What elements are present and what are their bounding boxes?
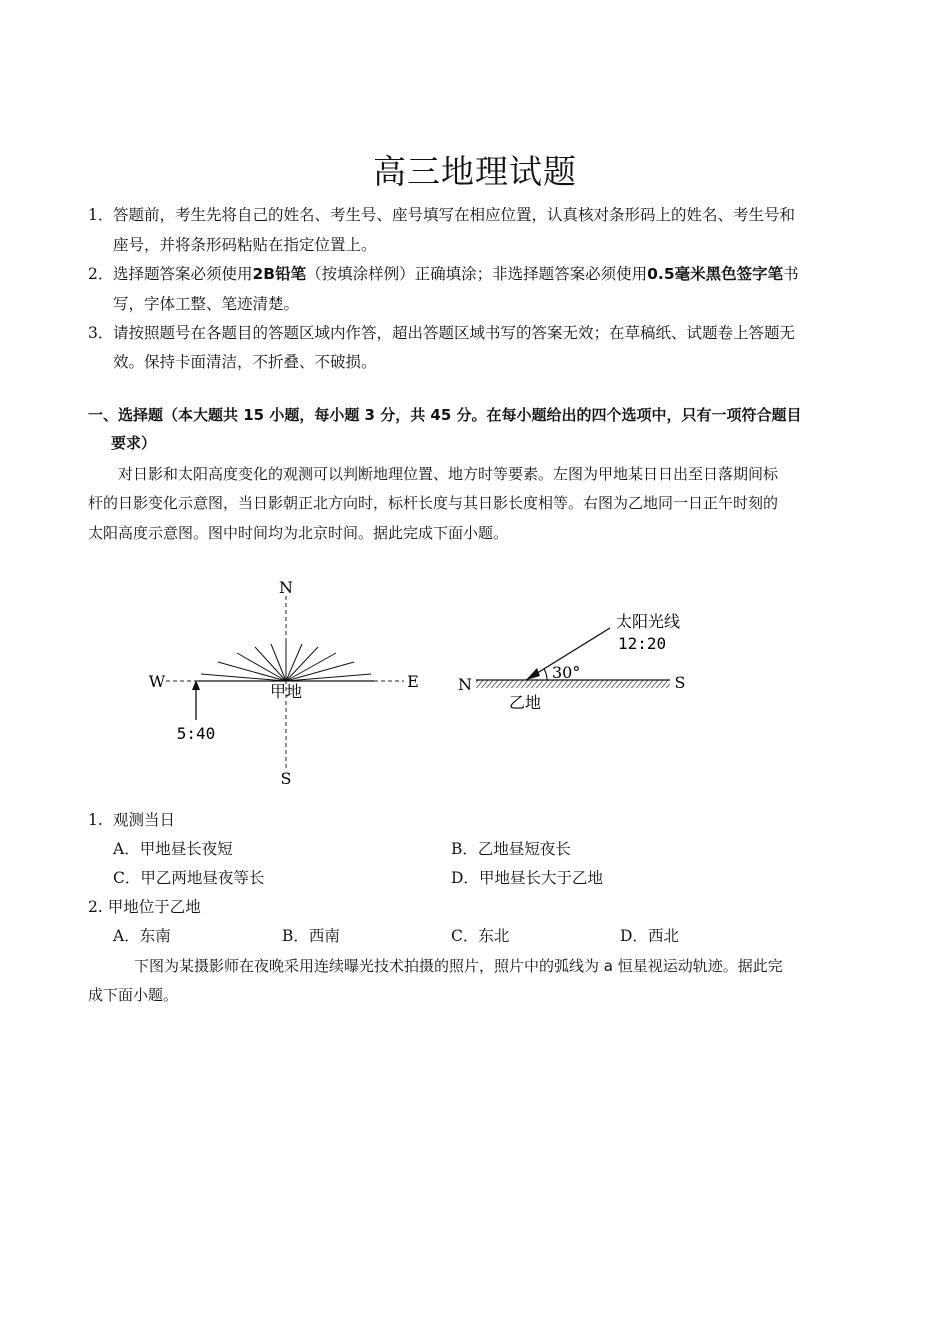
label-place-jia: 甲地	[269, 682, 303, 701]
option-text: 甲地昼长大于乙地	[478, 869, 603, 887]
label-north-right: N	[458, 675, 472, 694]
left-diagram	[149, 578, 419, 788]
question-1-stem: 观测当日	[113, 811, 176, 829]
instruction-2-line-1	[113, 264, 799, 284]
instruction-2-part-b: （按填涂样例）正确填涂；非选择题答案必须使用	[306, 265, 648, 283]
option-text: 甲地昼长夜短	[139, 840, 233, 858]
option-key: A．	[113, 840, 140, 858]
label-sun-ray: 太阳光线	[616, 612, 681, 631]
right-diagram	[458, 612, 685, 712]
instruction-1-number: 1．	[88, 206, 114, 224]
option-text: 甲乙两地昼夜等长	[140, 869, 265, 887]
label-south-right: S	[674, 673, 686, 692]
option-key: C．	[451, 927, 479, 945]
label-time-sunrise: 5:40	[176, 724, 216, 743]
label-angle: 30°	[552, 663, 581, 682]
label-west: W	[148, 672, 166, 691]
question-2-option-c[interactable]	[451, 926, 509, 946]
section-heading-line-1: 一、选择题（本大题共 15 小题，每小题 3 分，共 45 分。在每小题给出的四个选项中，只有一项符合题目	[88, 406, 802, 424]
option-key: A．	[113, 927, 140, 945]
label-south: S	[280, 769, 292, 788]
instruction-2-pencil: 2B铅笔	[252, 265, 307, 283]
question-2-option-b[interactable]	[282, 926, 340, 946]
option-text: 西南	[308, 927, 340, 945]
page-title: 高三地理试题	[373, 152, 577, 191]
option-text: 东南	[139, 927, 171, 945]
sun-ray-arrow	[526, 668, 540, 680]
option-key: B．	[282, 927, 309, 945]
figure-sun-shadow-diagrams	[140, 570, 700, 795]
instruction-2-line-2: 写，字体工整、笔迹清楚。	[113, 295, 300, 313]
question-1-option-d[interactable]	[451, 868, 603, 888]
instruction-2-part-a: 选择题答案必须使用	[113, 265, 253, 283]
option-text: 西北	[647, 927, 679, 945]
passage-1-line-2: 杆的日影变化示意图，当日影朝正北方向时，标杆长度与其日影长度相等。右图为乙地同一日正午时刻的	[88, 494, 779, 512]
instruction-2-pen: 0.5毫米黑色签字笔	[647, 265, 784, 283]
question-1-option-b[interactable]	[451, 839, 571, 859]
option-text: 乙地昼短夜长	[477, 840, 571, 858]
instruction-1-line-2: 座号，并将条形码粘贴在指定位置上。	[113, 236, 377, 254]
passage-1-line-1: 对日影和太阳高度变化的观测可以判断地理位置、地方时等要素。左图为甲地某日日出至日落期间标	[118, 465, 779, 483]
question-2-option-d[interactable]	[620, 926, 679, 946]
instruction-2-part-c: 书	[783, 265, 799, 283]
label-time-noon: 12:20	[618, 634, 667, 653]
question-1-option-c[interactable]	[113, 868, 264, 888]
passage-2-line-2: 成下面小题。	[88, 986, 179, 1004]
shadow-fan	[201, 642, 371, 681]
instruction-3-line-1: 请按照题号在各题目的答题区域内作答，超出答题区域书写的答案无效；在草稿纸、试题卷上答题无	[113, 324, 796, 342]
angle-arc	[544, 669, 547, 680]
label-north: N	[279, 578, 293, 597]
instruction-3-number: 3．	[88, 324, 114, 342]
instruction-2-number: 2．	[88, 265, 114, 283]
label-east: E	[407, 672, 419, 691]
section-heading-line-2: 要求）	[111, 434, 157, 452]
question-1-option-a[interactable]	[113, 839, 233, 859]
passage-2-line-1: 下图为某摄影师在夜晚采用连续曝光技术拍摄的照片，照片中的弧线为 a 恒星视运动轨迹。据此完	[134, 957, 783, 975]
question-2-option-a[interactable]	[113, 926, 171, 946]
passage-1-line-3: 太阳高度示意图。图中时间均为北京时间。据此完成下面小题。	[88, 524, 509, 542]
option-key: D．	[620, 927, 648, 945]
option-key: B．	[451, 840, 478, 858]
option-key: C．	[113, 869, 141, 887]
instruction-3-line-2: 效。保持卡面清洁，不折叠、不破损。	[113, 353, 377, 371]
question-2-stem: 2. 甲地位于乙地	[88, 898, 201, 916]
instruction-1-line-1: 答题前，考生先将自己的姓名、考生号、座号填写在相应位置，认真核对条形码上的姓名、考生号和	[113, 206, 796, 224]
option-text: 东北	[478, 927, 510, 945]
question-1-number: 1.	[88, 811, 103, 829]
option-key: D．	[451, 869, 479, 887]
label-place-yi: 乙地	[508, 693, 542, 712]
